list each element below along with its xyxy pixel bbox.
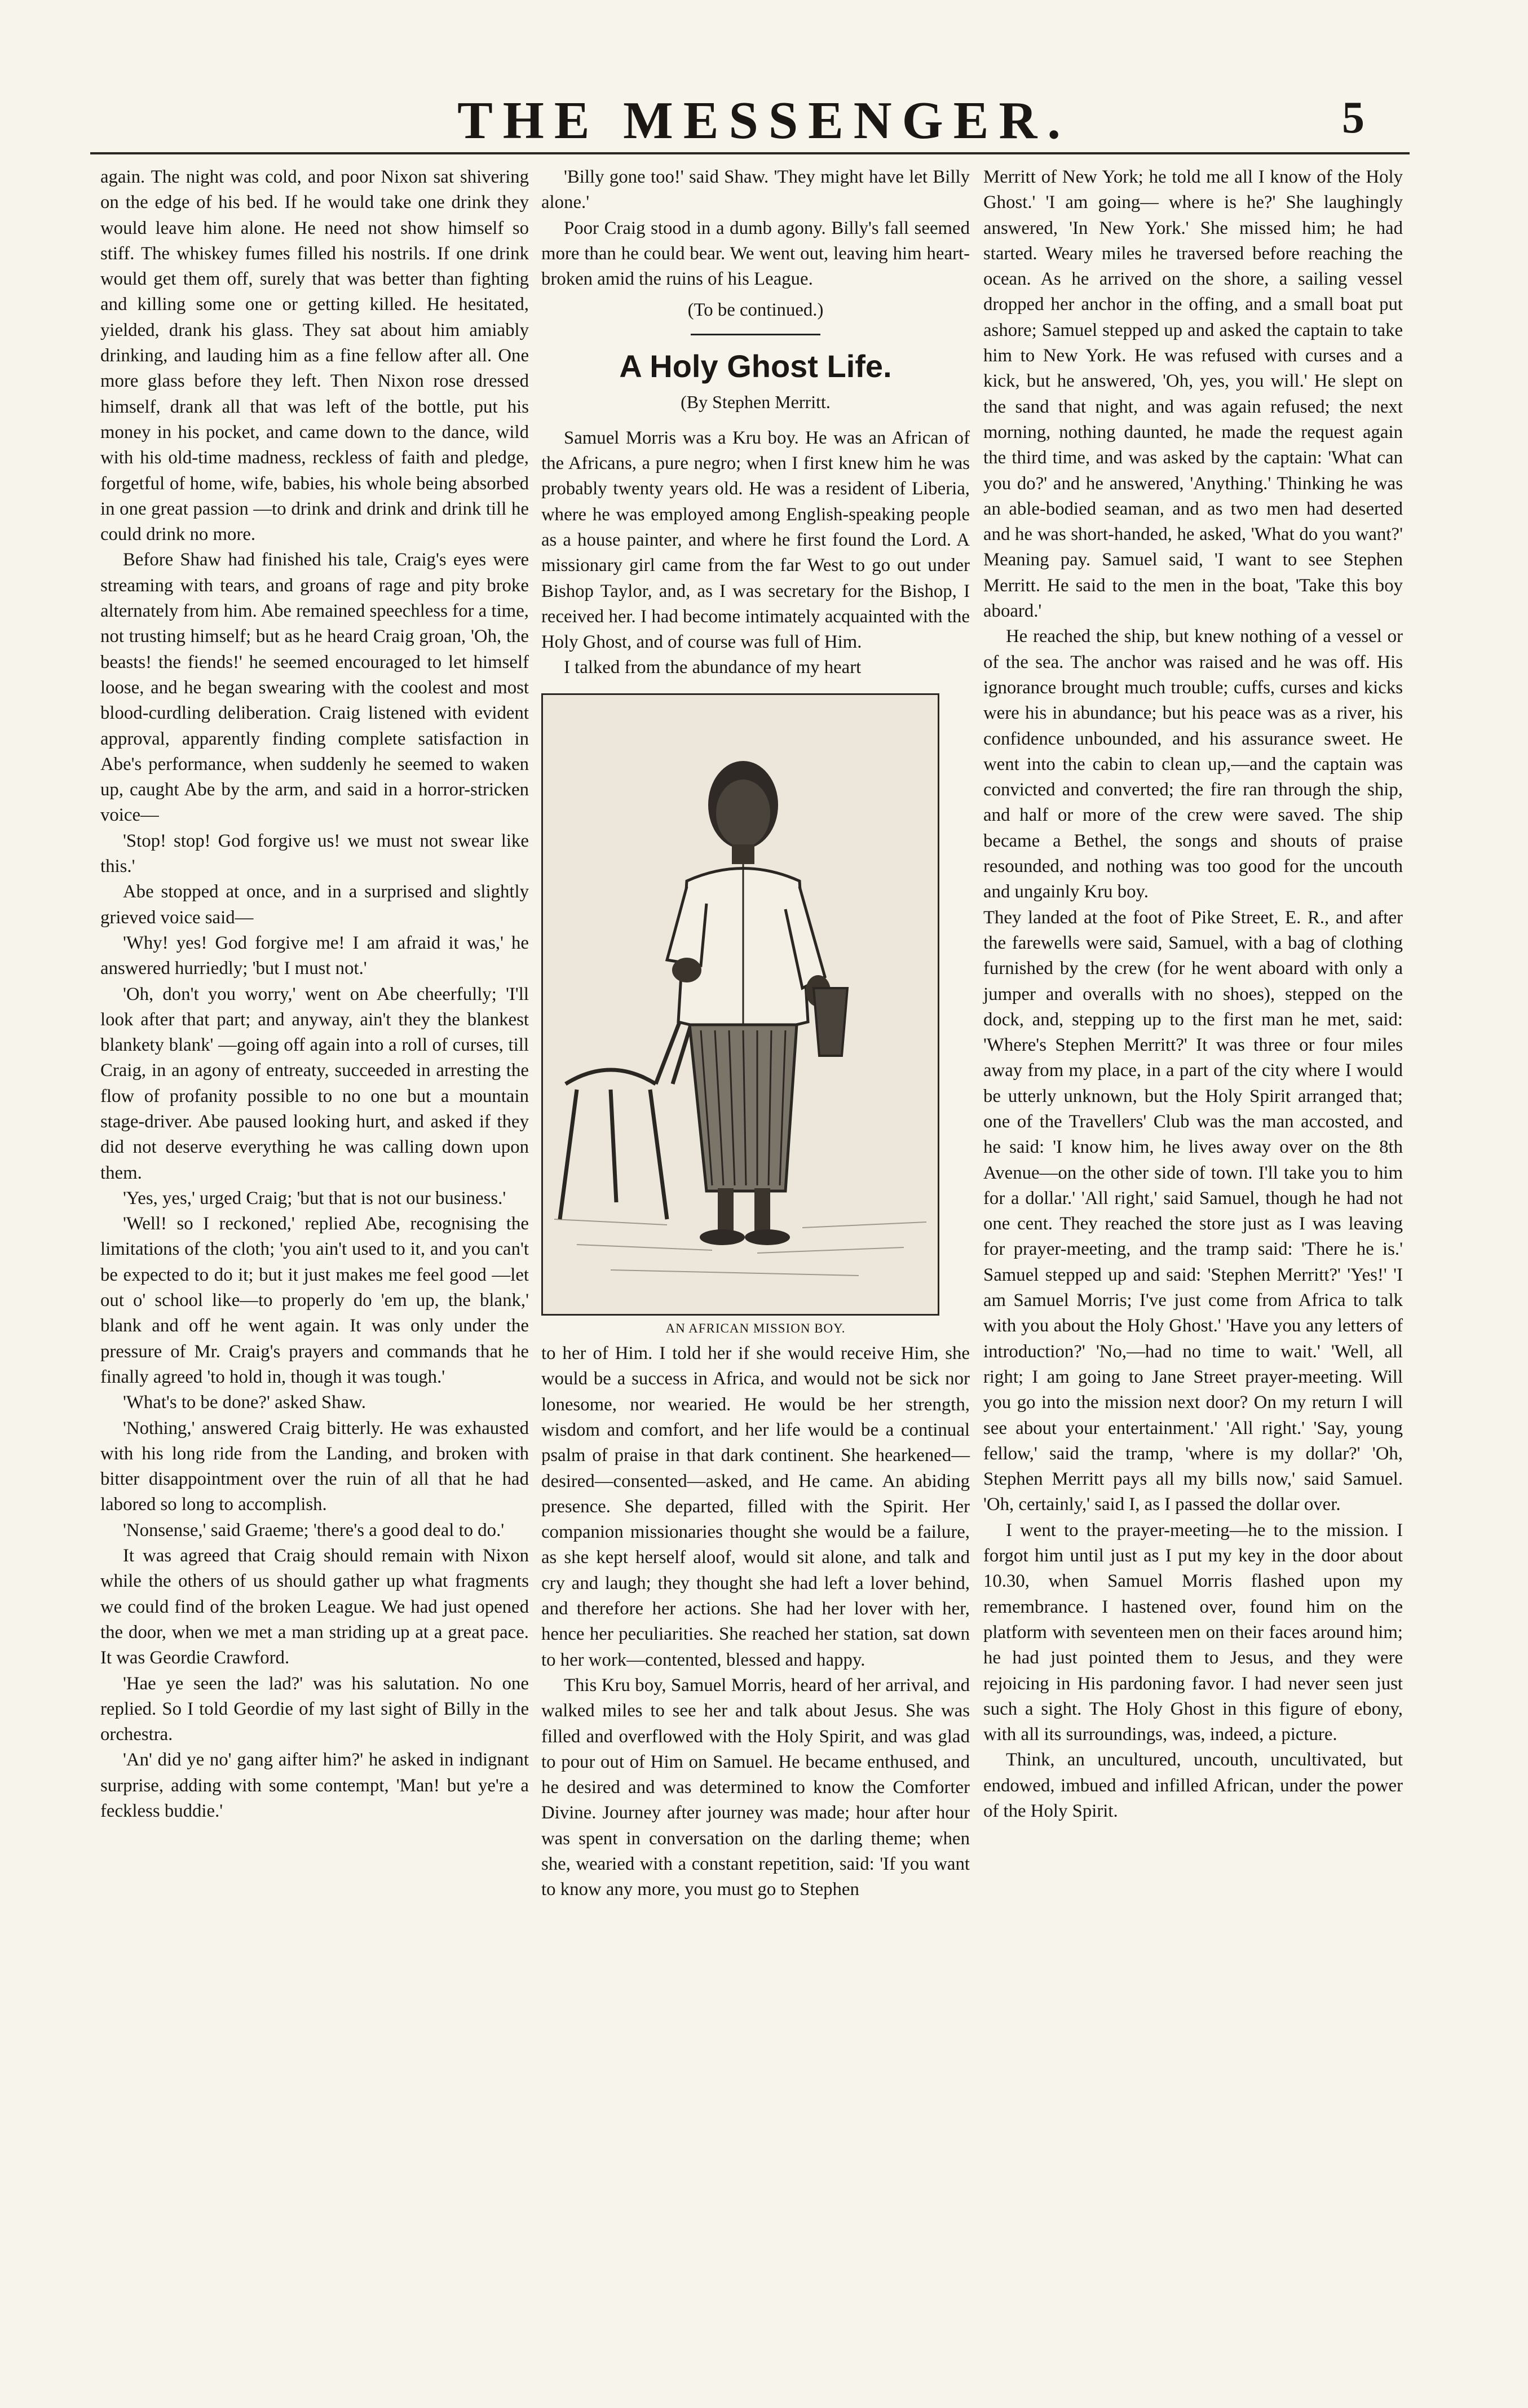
paragraph: 'What's to be done?' asked Shaw. [123, 1392, 366, 1413]
paragraph: They landed at the foot of Pike Street, E. R., and after the farewells were said, Samuel, with a bag of clothing furnished by the crew (for he went aboard with only a jumper and overalls with no shoes), stepped on the dock, and, stepping up to the first man he met, said: 'Where's Stephen Merritt?' It was three or four miles away from my place, in a part of the city where I would be utterly unknown, but the Holy Spirit arranged that; one of the Travellers' Club was the man accosted, and he said: 'I know him, he lives away over on the 8th Avenue—on the other side of town. I'll take you to him for a dollar.' 'All right,' said Samuel, though he had not one cent. They reached the store just as I was leaving for prayer-meeting, and the tramp said: 'There he is.' Samuel stepped up and said: 'Stephen Merritt?' 'Yes!' 'I am Samuel Morris; I've just come from Africa to talk with you about the Holy Ghost.' 'Have you any letters of introduction?' 'No,—had no time to wait.' 'Well, all right; I am going to Jane Street prayer-meeting. Will you go into the mission next door? On my return I will see about your entertainment.' 'All right.' 'Say, young fellow,' said the tramp, 'where is my dollar?' 'Oh, Stephen Merritt pays all my bills now,' said Samuel. 'Oh, certainly,' said I, as I passed the dollar over. [983, 907, 1403, 1515]
paragraph: 'Why! yes! God forgive me! I am afraid it was,' he answered hurriedly; 'but I must not.' [100, 932, 529, 979]
paragraph: 'Nothing,' answered Craig bitterly. He was exhausted with his long ride from the Landing, and broken with bitter disappointment over the ruin of all that he had labored so long to accomplish. [100, 1418, 529, 1515]
paragraph: Poor Craig stood in a dumb agony. Billy's fall seemed more than he could bear. We went out, leaving him heart-broken amid the ruins of his League. [541, 218, 970, 290]
article-byline: (By Stephen Merritt. [681, 391, 831, 412]
paragraph: 'Yes, yes,' urged Craig; 'but that is not our business.' [123, 1188, 506, 1209]
column-3 [983, 165, 1403, 1824]
paragraph: to her of Him. I told her if she would receive Him, she would be a success in Africa, and would not be sick nor lonesome, nor wearied. He would be her strength, wisdom and comfort, and her life would be a continual psalm of praise in that dark continent. She hearkened—desired—consented—asked, and He came. An abiding presence. She departed, filled with the Spirit. Her companion missionaries thought she would be a failure, as she kept herself aloof, would sit alone, and talk and cry and laugh; they thought she had left a lover behind, and therefore her actions. She had her lover with her, hence her peculiarities. She reached her station, sat down to her work—contented, blessed and happy. [541, 1343, 970, 1670]
paragraph: I talked from the abundance of my heart [564, 657, 862, 678]
paragraph: 'Well! so I reckoned,' replied Abe, recognising the limitations of the cloth; 'you ain't used to it, and you can't be expected to do it; but it just makes me feel good —let out o' school like—to properly do 'em up, the blank,' blank and off he went again. It was only under the pressure of Mr. Craig's prayers and commands that he finally agreed 'to hold in, though it was tough.' [100, 1214, 529, 1387]
engraving-figure [543, 695, 938, 1314]
paragraph: Before Shaw had finished his tale, Craig's eyes were streaming with tears, and groans of rage and pity broke alternately from him. Abe remained speechless for a time, not trusting himself; but as he heard Craig groan, 'Oh, the beasts! the fiends!' he seemed encouraged to let himself loose, and he began swearing with the coolest and most blood-curdling deliberation. Craig listened with evident approval, apparently finding complete satisfaction in Abe's performance, when suddenly he seemed to waken up, caught Abe by the arm, and said in a horror-stricken voice— [100, 550, 529, 826]
section-divider [691, 334, 820, 335]
paragraph: Think, an uncultured, uncouth, uncultivated, but endowed, imbued and infilled African, under the power of the Holy Spirit. [983, 1750, 1403, 1821]
column-2 [541, 165, 970, 1903]
article-title: A Holy Ghost Life. [619, 348, 892, 384]
paragraph: 'An' did ye no' gang aifter him?' he asked in indignant surprise, adding with some contempt, 'Man! but ye're a feckless buddie.' [100, 1750, 529, 1821]
to-be-continued-note: (To be continued.) [687, 300, 824, 321]
page-number: 5 [1342, 93, 1364, 143]
paragraph: This Kru boy, Samuel Morris, heard of her arrival, and walked miles to see her and talk about Jesus. She was filled and overflowed with the Holy Spirit, and was glad to pour out of Him on Samuel. He became enthused, and he desired and was determined to know the Comforter Divine. Journey after journey was made; hour after hour was spent in conversation on the darling theme; when she, wearied with a constant repetition, said: 'If you want to know any more, you must go to Stephen [541, 1675, 970, 1900]
paragraph: 'Hae ye seen the lad?' was his salutation. No one replied. So I told Geordie of my last sight of Billy in the orchestra. [100, 1673, 529, 1745]
mission-boy-illustration [541, 693, 939, 1316]
paragraph: 'Oh, don't you worry,' went on Abe cheerfully; 'I'll look after that part; and anyway, ain't they the blankest blankety blank' —going off again into a roll of curses, till Craig, in an agony of entreaty, succeeded in arresting the flow of profanity possible to no one but a mountain stage-driver. Abe paused looking hurt, and asked if they did not deserve everything he was calling down upon them. [100, 984, 529, 1183]
paragraph: I went to the prayer-meeting—he to the mission. I forgot him until just as I put my key in the door about 10.30, when Samuel Morris flashed upon my remembrance. I hastened over, found him on the platform with seventeen men on their faces around him; he had just pointed them to Jesus, and they were rejoicing in His pardoning favor. I had never seen just such a sight. The Holy Ghost in this figure of ebony, with all its surroundings, was, indeed, a picture. [983, 1520, 1403, 1745]
newspaper-title: THE MESSENGER. [457, 91, 1071, 150]
figure-caption: AN AFRICAN MISSION BOY. [665, 1321, 846, 1335]
column-1 [100, 165, 529, 1824]
serial-continuation [541, 165, 970, 292]
masthead [0, 90, 1528, 158]
paragraph: again. The night was cold, and poor Nixon sat shivering on the edge of his bed. If he would take one drink they would leave him alone. He need not show himself so stiff. The whiskey fumes filled his nostrils. If one drink would get them off, surely that was better than fighting and killing some one or getting killed. He hesitated, yielded, drank his glass. They sat about him amiably drinking, and lauding him as a fine fellow after all. One more glass before they left. Then Nixon rose dressed himself, drank all that was left of the bottle, put his money in his pocket, and came down to the dance, wild with his old-time madness, reckless of faith and pledge, forgetful of home, wife, babies, his whole being absorbed in one great passion —to drink and drink and drink till he could drink no more. [100, 167, 529, 545]
article-intro [541, 426, 970, 681]
paragraph: 'Nonsense,' said Graeme; 'there's a good deal to do.' [123, 1520, 505, 1541]
paragraph: 'Stop! stop! God forgive us! we must not swear like this.' [100, 830, 529, 877]
paragraph: Samuel Morris was a Kru boy. He was an African of the Africans, a pure negro; when I first knew him he was probably twenty years old. He was a resident of Liberia, where he was employed among English-speaking people as a house painter, and where he first found the Lord. A missionary girl came from the far West to go out under Bishop Taylor, and, as I was secretary for the Bishop, I received her. I had become intimately acquainted with the Holy Ghost, and of course was full of Him. [541, 427, 970, 653]
paragraph: He reached the ship, but knew nothing of a vessel or of the sea. The anchor was raised and he was off. His ignorance brought much trouble; cuffs, curses and kicks were his in abundance; but his peace was as a river, his confidence unbounded, and his assurance sweet. He went into the cabin to clean up,—and the captain was convicted and converted; the fire ran through the ship, and half or more of the crew were saved. The ship became a Bethel, the songs and shouts of praise resounded, and nothing was too good for the uncouth and ungainly Kru boy. [983, 626, 1403, 902]
article-body-continued [541, 1341, 970, 1903]
paragraph: Abe stopped at once, and in a surprised and slightly grieved voice said— [100, 882, 529, 928]
header-rule [90, 152, 1410, 154]
paragraph: 'Billy gone too!' said Shaw. 'They might have let Billy alone.' [541, 167, 970, 213]
paragraph: It was agreed that Craig should remain with Nixon while the others of us should gather up what fragments we could find of the broken League. We had just opened the door, when we met a man striding up at a great pace. It was Geordie Crawford. [100, 1546, 529, 1668]
paragraph: Merritt of New York; he told me all I know of the Holy Ghost.' 'I am going— where is he?' She laughingly answered, 'In New York.' She missed him; he had started. Weary miles he traversed before reaching the ocean. As he arrived on the shore, a sailing vessel dropped her anchor in the offing, and a small boat put ashore; Samuel stepped up and asked the captain to take him to New York. He was refused with curses and a kick, but he answered, 'Oh, yes, you will.' He slept on the sand that night, and was again refused; the next morning, nothing daunted, he made the request again the third time, and was asked by the captain: 'What can you do?' and he answered, 'Anything.' Thinking he was an able-bodied seaman, and as two men had deserted and he was short-handed, he asked, 'What do you want?' Meaning pay. Samuel said, 'I want to see Stephen Merritt. He said to the men in the boat, 'Take this boy aboard.' [983, 167, 1403, 622]
